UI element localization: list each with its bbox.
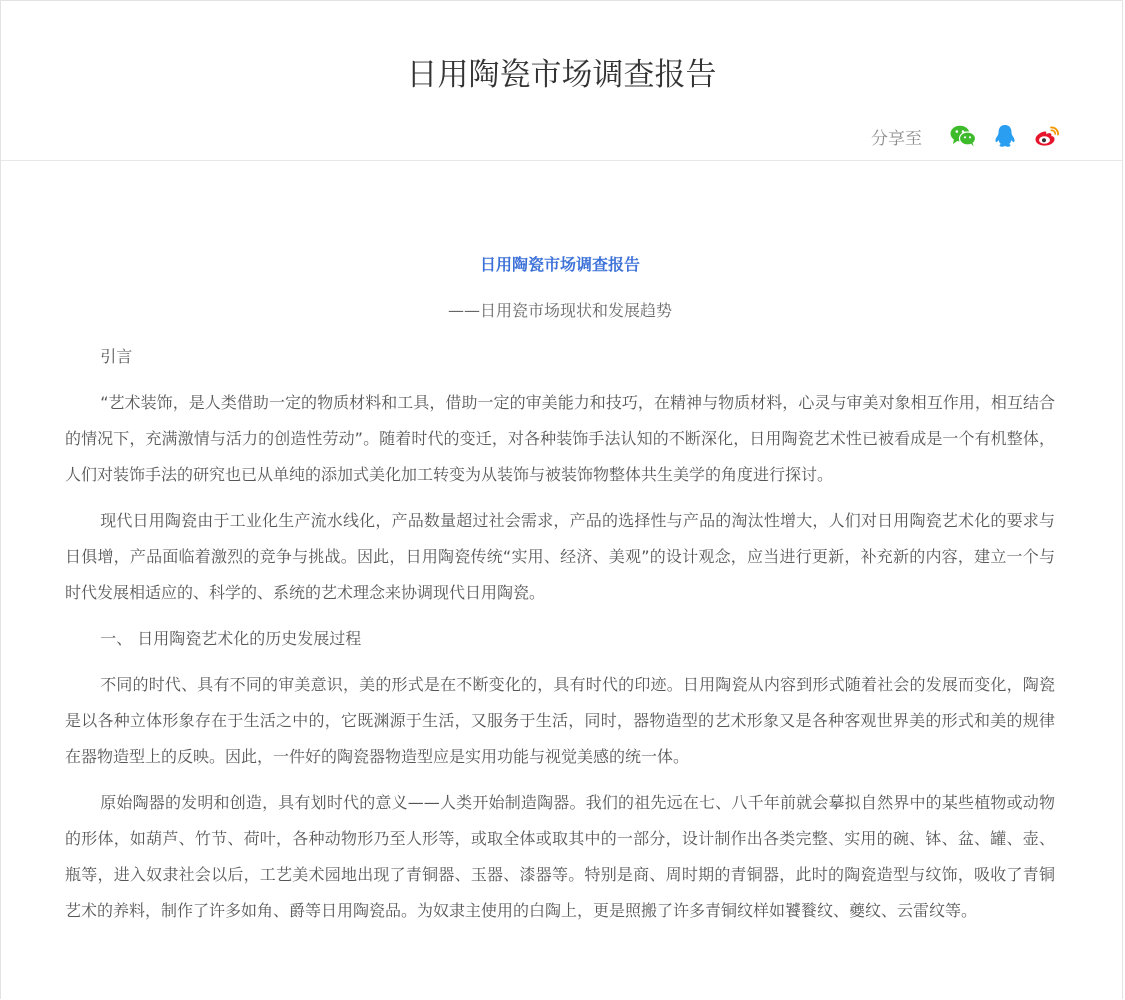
article-title: 日用陶瓷市场调查报告	[479, 255, 640, 274]
article-paragraph: 不同的时代、具有不同的审美意识，美的形式是在不断变化的，具有时代的印迹。日用陶瓷从内容到形式随着社会的发展而变化，陶瓷是以各种立体形象存在于生活之中的，它既渊源于生活，又服务于生活，同时，器物造型的艺术形象又是各种客观世界美的形式和美的规律在器物造型上的反映。因此，一件好的陶瓷器物造型应是实用功能与视觉美感的统一体。	[65, 675, 1055, 766]
share-label: 分享至	[871, 128, 922, 149]
page-title: 日用陶瓷市场调查报告	[406, 57, 717, 93]
article-paragraph-intro: 引言	[100, 347, 133, 366]
share-bar	[871, 122, 1062, 150]
article-subtitle: ——日用瓷市场现状和发展趋势	[447, 301, 672, 320]
share-wechat-button[interactable]	[948, 122, 978, 150]
weibo-icon	[1034, 125, 1060, 147]
share-weibo-button[interactable]	[1032, 122, 1062, 150]
article-paragraph: 原始陶器的发明和创造，具有划时代的意义——人类开始制造陶器。我们的祖先远在七、八千年前就会摹拟自然界中的某些植物或动物的形体，如葫芦、竹节、荷叶，各种动物形乃至人形等，或取全体或取其中的一部分，设计制作出各类完整、实用的碗、钵、盆、罐、壶、瓶等，进入奴隶社会以后，工艺美术园地出现了青铜器、玉器、漆器等。特别是商、周时期的青铜器，此时的陶瓷造型与纹饰，吸收了青铜艺术的养料，制作了许多如角、爵等日用陶瓷品。为奴隶主使用的白陶上，更是照搬了许多青铜纹样如饕餮纹、夔纹、云雷纹等。	[65, 793, 1055, 920]
article-paragraph: 现代日用陶瓷由于工业化生产流水线化，产品数量超过社会需求，产品的选择性与产品的淘汰性增大，人们对日用陶瓷艺术化的要求与日俱增，产品面临着激烈的竞争与挑战。因此，日用陶瓷传统“实用、经济、美观”的设计观念，应当进行更新，补充新的内容，建立一个与时代发展相适应的、科学的、系统的艺术理念来协调现代日用陶瓷。	[65, 511, 1055, 602]
article-paragraph: “艺术装饰，是人类借助一定的物质材料和工具，借助一定的审美能力和技巧，在精神与物质材料，心灵与审美对象相互作用，相互结合的情况下，充满激情与活力的创造性劳动”。随着时代的变迁，对各种装饰手法认知的不断深化，日用陶瓷艺术性已被看成是一个有机整体，人们对装饰手法的研究也已从单纯的添加式美化加工转变为从装饰与被装饰物整体共生美学的角度进行探讨。	[65, 393, 1055, 484]
share-qq-button[interactable]	[990, 122, 1020, 150]
wechat-icon	[950, 125, 976, 147]
article-section-heading: 一、 日用陶瓷艺术化的历史发展过程	[100, 629, 362, 648]
article-content	[65, 241, 1055, 929]
page-header	[1, 1, 1122, 161]
qq-penguin-icon	[994, 124, 1016, 148]
